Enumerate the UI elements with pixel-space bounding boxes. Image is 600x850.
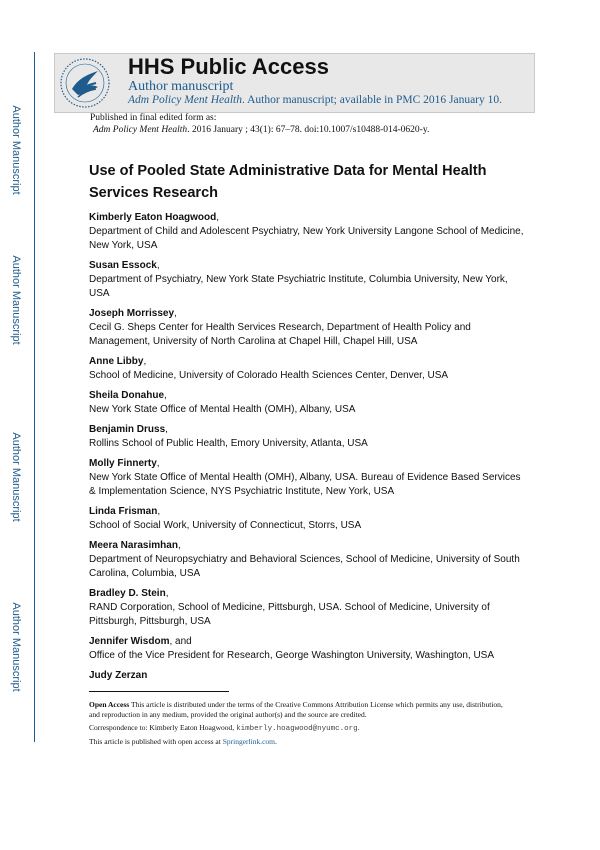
author-entry bbox=[89, 423, 529, 451]
citation-details: . 2016 January ; 43(1): 67–78. doi:10.1007/s10488-014-0620-y. bbox=[187, 125, 430, 135]
author-entry bbox=[89, 355, 529, 383]
author-entry bbox=[89, 539, 529, 581]
published-label: This article is published with open access at bbox=[89, 737, 223, 746]
correspondence-note bbox=[89, 723, 509, 734]
author-name-line bbox=[89, 457, 529, 471]
author-name: Molly Finnerty bbox=[89, 458, 157, 469]
springerlink-link[interactable]: Springerlink.com bbox=[222, 737, 276, 746]
author-name-line bbox=[89, 505, 529, 519]
author-affiliation: Department of Child and Adolescent Psychiatry, New York University Langone School of Medicine, New York, USA bbox=[89, 226, 524, 251]
side-label-author-manuscript: Author Manuscript bbox=[10, 255, 22, 345]
side-label-author-manuscript: Author Manuscript bbox=[10, 432, 22, 522]
hhs-eagle-logo-icon bbox=[58, 57, 112, 109]
author-name: Judy Zerzan bbox=[89, 670, 148, 681]
author-separator: , bbox=[216, 212, 220, 223]
correspondence-email[interactable]: kimberly.hoagwood@nyumc.org bbox=[236, 725, 358, 733]
author-separator: , bbox=[143, 356, 147, 367]
banner-availability bbox=[128, 94, 502, 106]
side-label-author-manuscript: Author Manuscript bbox=[10, 602, 22, 692]
author-entry bbox=[89, 635, 529, 663]
author-entry bbox=[89, 307, 529, 349]
published-in-label: Published in final edited form as: bbox=[90, 113, 217, 123]
author-affiliation: New York State Office of Mental Health (OMH), Albany, USA bbox=[89, 404, 356, 415]
correspondence-label: Correspondence to: Kimberly Eaton Hoagwood, bbox=[89, 723, 237, 732]
author-name-line bbox=[89, 669, 529, 683]
author-separator: , bbox=[165, 424, 168, 435]
published-end: . bbox=[275, 737, 277, 746]
author-affiliation: School of Medicine, University of Colorado Health Sciences Center, Denver, USA bbox=[89, 370, 449, 381]
author-name-line bbox=[89, 389, 529, 403]
side-divider bbox=[34, 52, 35, 742]
author-name-line bbox=[89, 539, 529, 553]
author-entry bbox=[89, 669, 529, 683]
citation-journal: Adm Policy Ment Health bbox=[93, 125, 188, 135]
publication-citation bbox=[93, 125, 429, 135]
side-label-author-manuscript: Author Manuscript bbox=[10, 105, 22, 195]
author-separator: , bbox=[177, 540, 181, 551]
correspondence-end: . bbox=[357, 723, 360, 732]
author-name-line bbox=[89, 307, 529, 321]
author-affiliation: Department of Neuropsychiatry and Behavioral Sciences, School of Medicine, University of South Carolina, Columbia, USA bbox=[89, 554, 520, 579]
author-entry bbox=[89, 389, 529, 417]
author-name-line bbox=[89, 635, 529, 649]
author-name: Anne Libby bbox=[89, 356, 144, 367]
author-separator: , and bbox=[169, 636, 192, 647]
author-separator: , bbox=[165, 588, 169, 599]
author-affiliation: RAND Corporation, School of Medicine, Pittsburgh, USA. School of Medicine, University of Pittsburgh, Pittsburgh, USA bbox=[89, 602, 490, 627]
article-title: Use of Pooled State Administrative Data for Mental Health Services Research bbox=[89, 163, 487, 201]
author-name: Susan Essock bbox=[89, 260, 157, 271]
author-name-line bbox=[89, 259, 529, 273]
author-separator: , bbox=[156, 260, 160, 271]
author-entry bbox=[89, 457, 529, 499]
open-access-label: Open Access bbox=[89, 700, 130, 709]
author-name: Joseph Morrissey bbox=[89, 308, 175, 319]
open-access-text: This article is distributed under the terms of the Creative Commons Attribution License which permits any use, distribution, and reproduction in any medium, provided the original author(s) and the source are credited. bbox=[89, 700, 503, 719]
author-name-line bbox=[89, 355, 529, 369]
author-affiliation: Department of Psychiatry, New York State Psychiatric Institute, Columbia University, New York, USA bbox=[89, 274, 508, 299]
author-name-line bbox=[89, 587, 529, 601]
author-name: Benjamin Druss bbox=[89, 424, 166, 435]
author-name: Linda Frisman bbox=[89, 506, 158, 517]
author-name: Sheila Donahue bbox=[89, 390, 165, 401]
open-access-note bbox=[89, 700, 509, 720]
author-affiliation: Office of the Vice President for Research, George Washington University, Washington, USA bbox=[89, 650, 495, 661]
author-separator: , bbox=[157, 506, 161, 517]
published-note bbox=[89, 737, 509, 747]
footnote-divider bbox=[89, 691, 229, 692]
author-affiliation: School of Social Work, University of Connecticut, Storrs, USA bbox=[89, 520, 362, 531]
author-affiliation: Rollins School of Public Health, Emory University, Atlanta, USA bbox=[89, 438, 368, 449]
banner-availability-text: . Author manuscript; available in PMC 2016 January 10. bbox=[242, 94, 503, 106]
banner-title: HHS Public Access bbox=[128, 54, 329, 79]
footnotes bbox=[89, 700, 509, 750]
author-name: Jennifer Wisdom bbox=[89, 636, 170, 647]
banner-journal: Adm Policy Ment Health bbox=[128, 94, 243, 106]
author-entry bbox=[89, 259, 529, 301]
author-entry bbox=[89, 505, 529, 533]
author-name: Meera Narasimhan bbox=[89, 540, 178, 551]
author-separator: , bbox=[164, 390, 167, 401]
author-name-line bbox=[89, 211, 529, 225]
author-entry bbox=[89, 211, 529, 253]
author-separator: , bbox=[156, 458, 160, 469]
author-name: Bradley D. Stein bbox=[89, 588, 166, 599]
author-name-line bbox=[89, 423, 529, 437]
author-affiliation: Cecil G. Sheps Center for Health Services Research, Department of Health Policy and Management, University of North Carolina at Chapel Hill, Chapel Hill, USA bbox=[89, 322, 471, 347]
author-list bbox=[89, 211, 529, 689]
author-entry bbox=[89, 587, 529, 629]
author-affiliation: New York State Office of Mental Health (OMH), Albany, USA. Bureau of Evidence Based Services & Implementation Science, NYS Psychiatric Institute, New York, USA bbox=[89, 472, 521, 497]
banner-subtitle: Author manuscript bbox=[128, 79, 234, 94]
author-separator: , bbox=[174, 308, 177, 319]
author-name: Kimberly Eaton Hoagwood bbox=[89, 212, 217, 223]
